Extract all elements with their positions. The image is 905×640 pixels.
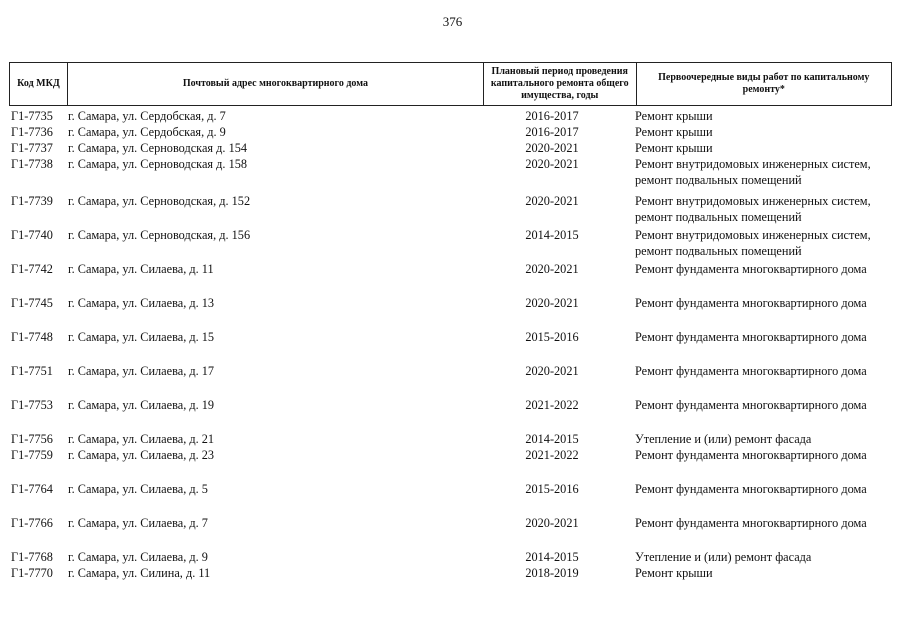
cell-address: г. Самара, ул. Серноводская, д. 156 [68,228,251,242]
cell-address: г. Самара, ул. Серноводская, д. 152 [68,194,251,208]
cell-code: Г1-7768 [11,550,53,564]
cell-address: г. Самара, ул. Силаева, д. 7 [68,516,208,530]
cell-period: 2014-2015 [525,228,579,242]
cell-address: г. Самара, ул. Силаева, д. 21 [68,432,215,446]
cell-works: Ремонт крыши [635,566,713,580]
cell-works: Ремонт фундамента многоквартирного дома [635,398,867,412]
cell-period: 2015-2016 [525,330,579,344]
cell-address: г. Самара, ул. Сердобская, д. 7 [68,109,226,123]
cell-address: г. Самара, ул. Силаева, д. 23 [68,448,215,462]
cell-code: Г1-7740 [11,228,53,242]
cell-works: Ремонт крыши [635,125,713,139]
cell-code: Г1-7764 [11,482,53,496]
cell-address: г. Самара, ул. Силаева, д. 19 [68,398,215,412]
cell-period: 2016-2017 [525,125,579,139]
cell-code: Г1-7736 [11,125,53,139]
cell-works: Ремонт фундамента многоквартирного дома [635,448,867,462]
cell-works: Ремонт крыши [635,109,713,123]
cell-code: Г1-7759 [11,448,53,462]
cell-address: г. Самара, ул. Силаева, д. 15 [68,330,215,344]
cell-code: Г1-7735 [11,109,53,123]
cell-works: Ремонт внутридомовых инженерных систем, ремонт подвальных помещений [635,228,871,258]
cell-address: г. Самара, ул. Силаева, д. 11 [68,262,214,276]
cell-address: г. Самара, ул. Сердобская, д. 9 [68,125,226,139]
cell-works: Ремонт фундамента многоквартирного дома [635,296,867,310]
cell-code: Г1-7742 [11,262,53,276]
cell-works: Ремонт фундамента многоквартирного дома [635,482,867,496]
cell-code: Г1-7756 [11,432,53,446]
header-address: Почтовый адрес многоквартирного дома [67,63,483,105]
cell-code: Г1-7745 [11,296,53,310]
cell-code: Г1-7738 [11,157,53,171]
cell-works: Ремонт фундамента многоквартирного дома [635,330,867,344]
cell-address: г. Самара, ул. Силина, д. 11 [68,566,211,580]
cell-code: Г1-7766 [11,516,53,530]
cell-address: г. Самара, ул. Силаева, д. 9 [68,550,208,564]
cell-works: Ремонт внутридомовых инженерных систем, ремонт подвальных помещений [635,157,871,187]
cell-works: Ремонт фундамента многоквартирного дома [635,262,867,276]
cell-period: 2020-2021 [525,516,579,530]
cell-code: Г1-7737 [11,141,53,155]
cell-works: Ремонт фундамента многоквартирного дома [635,516,867,530]
cell-code: Г1-7753 [11,398,53,412]
cell-address: г. Самара, ул. Силаева, д. 5 [68,482,208,496]
cell-period: 2020-2021 [525,364,579,378]
cell-period: 2018-2019 [525,566,579,580]
cell-period: 2020-2021 [525,296,579,310]
cell-period: 2016-2017 [525,109,579,123]
cell-code: Г1-7770 [11,566,53,580]
cell-period: 2020-2021 [525,157,579,171]
cell-period: 2014-2015 [525,432,579,446]
table-header [9,62,892,106]
cell-period: 2020-2021 [525,141,579,155]
cell-works: Ремонт крыши [635,141,713,155]
cell-address: г. Самара, ул. Серноводская д. 158 [68,157,248,171]
header-code: Код МКД [17,78,60,89]
cell-address: г. Самара, ул. Серноводская д. 154 [68,141,248,155]
header-works: Первоочередные виды работ по капитальному ремонту* [636,63,891,105]
cell-code: Г1-7748 [11,330,53,344]
cell-code: Г1-7739 [11,194,53,208]
cell-address: г. Самара, ул. Силаева, д. 13 [68,296,215,310]
cell-works: Утепление и (или) ремонт фасада [635,432,812,446]
cell-period: 2014-2015 [525,550,579,564]
cell-period: 2020-2021 [525,262,579,276]
cell-period: 2021-2022 [525,448,579,462]
cell-works: Утепление и (или) ремонт фасада [635,550,812,564]
cell-period: 2021-2022 [525,398,579,412]
cell-works: Ремонт внутридомовых инженерных систем, ремонт подвальных помещений [635,194,871,224]
cell-period: 2015-2016 [525,482,579,496]
cell-code: Г1-7751 [11,364,53,378]
page-number: 376 [442,14,463,29]
cell-works: Ремонт фундамента многоквартирного дома [635,364,867,378]
cell-period: 2020-2021 [525,194,579,208]
header-period: Плановый период проведения капитального ремонта общего имущества, годы [483,63,636,105]
cell-address: г. Самара, ул. Силаева, д. 17 [68,364,215,378]
